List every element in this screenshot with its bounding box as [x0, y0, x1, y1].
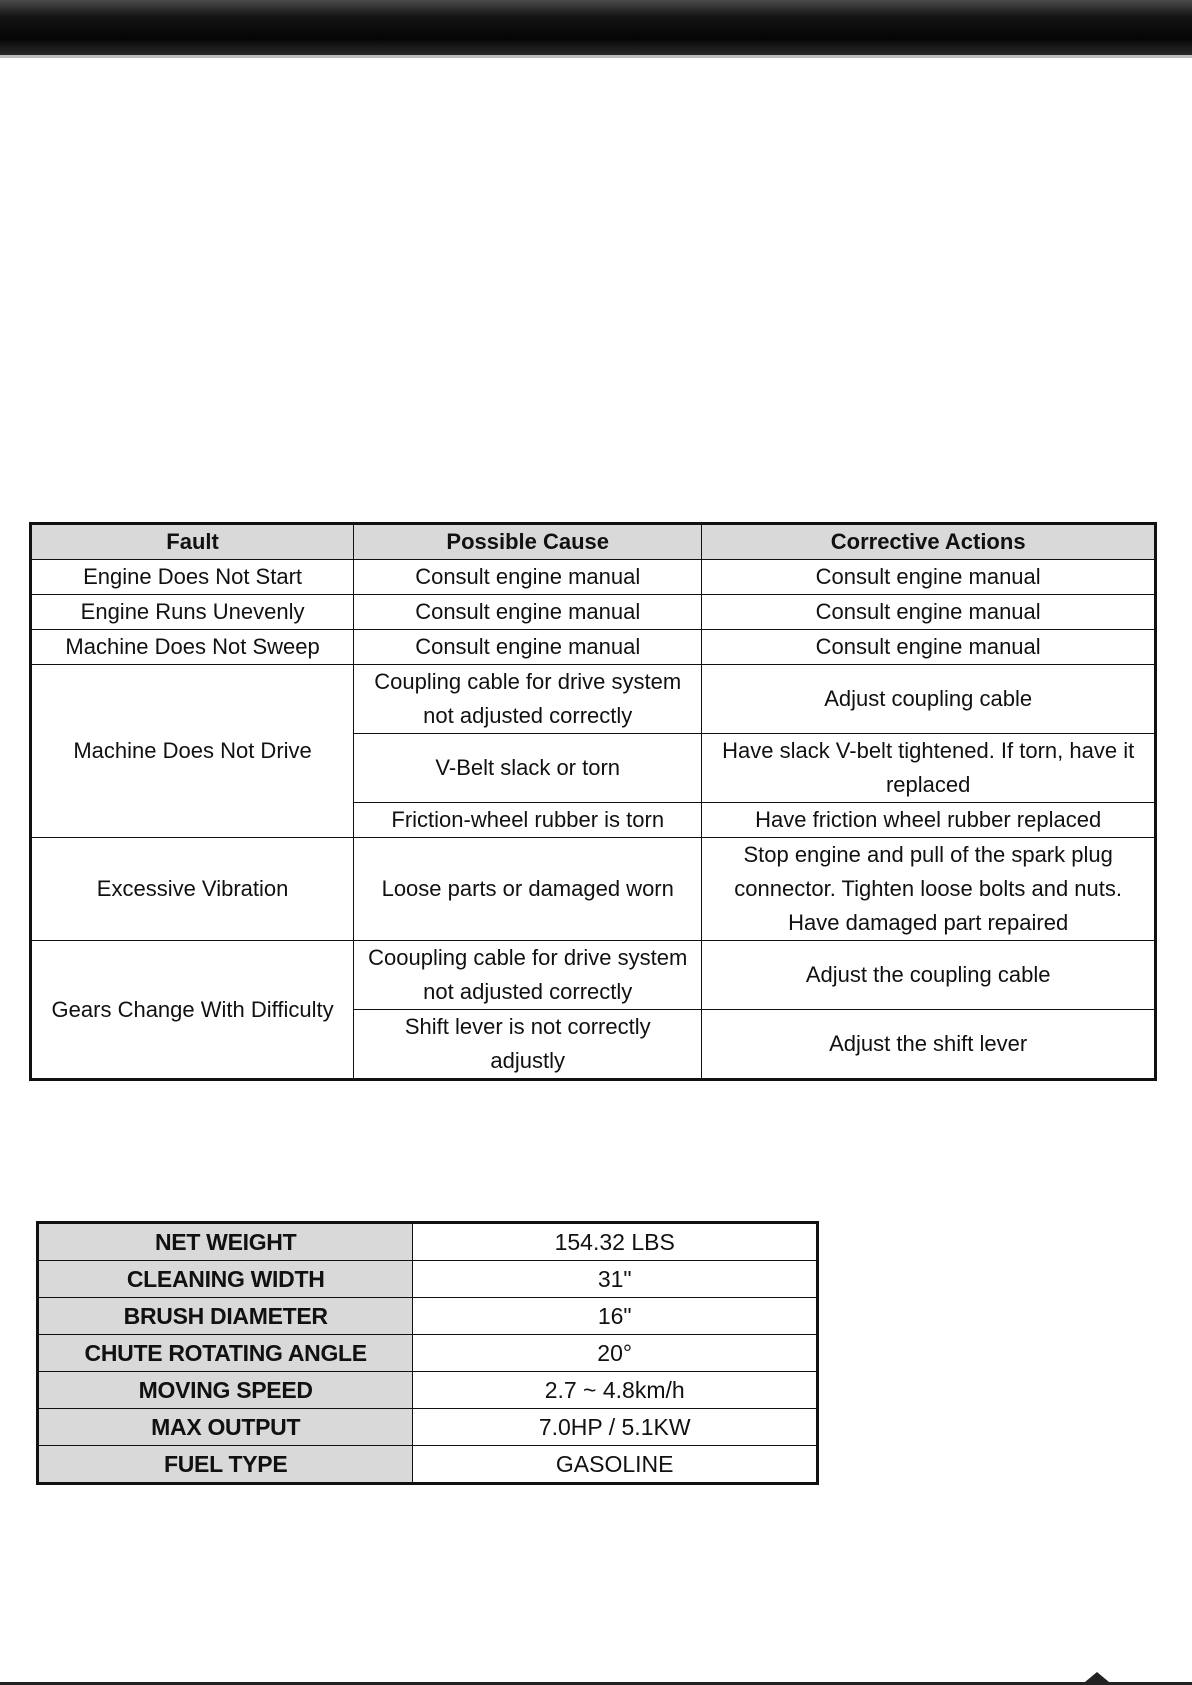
- action-cell: Adjust the shift lever: [702, 1010, 1156, 1080]
- spec-label: MOVING SPEED: [38, 1372, 413, 1409]
- table-row: [38, 1298, 818, 1335]
- fault-cell: Engine Runs Unevenly: [31, 595, 354, 630]
- action-cell: Have friction wheel rubber replaced: [702, 803, 1156, 838]
- spec-value: 16": [413, 1298, 818, 1335]
- cause-cell: V-Belt slack or torn: [354, 734, 702, 803]
- action-cell: Consult engine manual: [702, 630, 1156, 665]
- fault-cell: Machine Does Not Drive: [31, 665, 354, 838]
- spec-value: GASOLINE: [413, 1446, 818, 1484]
- table-row: [31, 941, 1156, 1010]
- cause-cell: Consult engine manual: [354, 595, 702, 630]
- specifications-table: [36, 1221, 819, 1485]
- cause-cell: Coupling cable for drive system not adjusted correctly: [354, 665, 702, 734]
- spec-label: FUEL TYPE: [38, 1446, 413, 1484]
- action-cell: Consult engine manual: [702, 595, 1156, 630]
- spec-value: 20°: [413, 1335, 818, 1372]
- table-row: [31, 595, 1156, 630]
- table-row: [38, 1223, 818, 1261]
- column-header-fault: Fault: [31, 524, 354, 560]
- header-band: [0, 0, 1192, 58]
- spec-value: 154.32 LBS: [413, 1223, 818, 1261]
- action-cell: Consult engine manual: [702, 560, 1156, 595]
- table-row: [38, 1446, 818, 1484]
- fault-cell: Engine Does Not Start: [31, 560, 354, 595]
- spec-label: MAX OUTPUT: [38, 1409, 413, 1446]
- cause-cell: Consult engine manual: [354, 630, 702, 665]
- action-cell: Adjust the coupling cable: [702, 941, 1156, 1010]
- table-row: [31, 665, 1156, 734]
- table-row: [31, 630, 1156, 665]
- fault-cell: Gears Change With Difficulty: [31, 941, 354, 1080]
- table-row: [31, 560, 1156, 595]
- table-row: [31, 838, 1156, 941]
- cause-cell: Loose parts or damaged worn: [354, 838, 702, 941]
- footer-notch: [1085, 1672, 1109, 1682]
- spec-label: NET WEIGHT: [38, 1223, 413, 1261]
- spec-label: CHUTE ROTATING ANGLE: [38, 1335, 413, 1372]
- spec-label: CLEANING WIDTH: [38, 1261, 413, 1298]
- spec-value: 31": [413, 1261, 818, 1298]
- column-header-cause: Possible Cause: [354, 524, 702, 560]
- cause-cell: Shift lever is not correctly adjustly: [354, 1010, 702, 1080]
- cause-cell: Consult engine manual: [354, 560, 702, 595]
- spec-value: 7.0HP / 5.1KW: [413, 1409, 818, 1446]
- action-cell: Have slack V-belt tightened. If torn, have it replaced: [702, 734, 1156, 803]
- column-header-action: Corrective Actions: [702, 524, 1156, 560]
- fault-cell: Machine Does Not Sweep: [31, 630, 354, 665]
- action-cell: Stop engine and pull of the spark plug connector. Tighten loose bolts and nuts. Have damaged part repaired: [702, 838, 1156, 941]
- spec-label: BRUSH DIAMETER: [38, 1298, 413, 1335]
- spec-value: 2.7 ~ 4.8km/h: [413, 1372, 818, 1409]
- fault-cell: Excessive Vibration: [31, 838, 354, 941]
- cause-cell: Friction-wheel rubber is torn: [354, 803, 702, 838]
- table-row: [38, 1335, 818, 1372]
- table-row: [38, 1372, 818, 1409]
- action-cell: Adjust coupling cable: [702, 665, 1156, 734]
- table-row: [38, 1261, 818, 1298]
- cause-cell: Cooupling cable for drive system not adjusted correctly: [354, 941, 702, 1010]
- table-row: [38, 1409, 818, 1446]
- troubleshooting-table: [29, 522, 1157, 1081]
- table-header-row: [31, 524, 1156, 560]
